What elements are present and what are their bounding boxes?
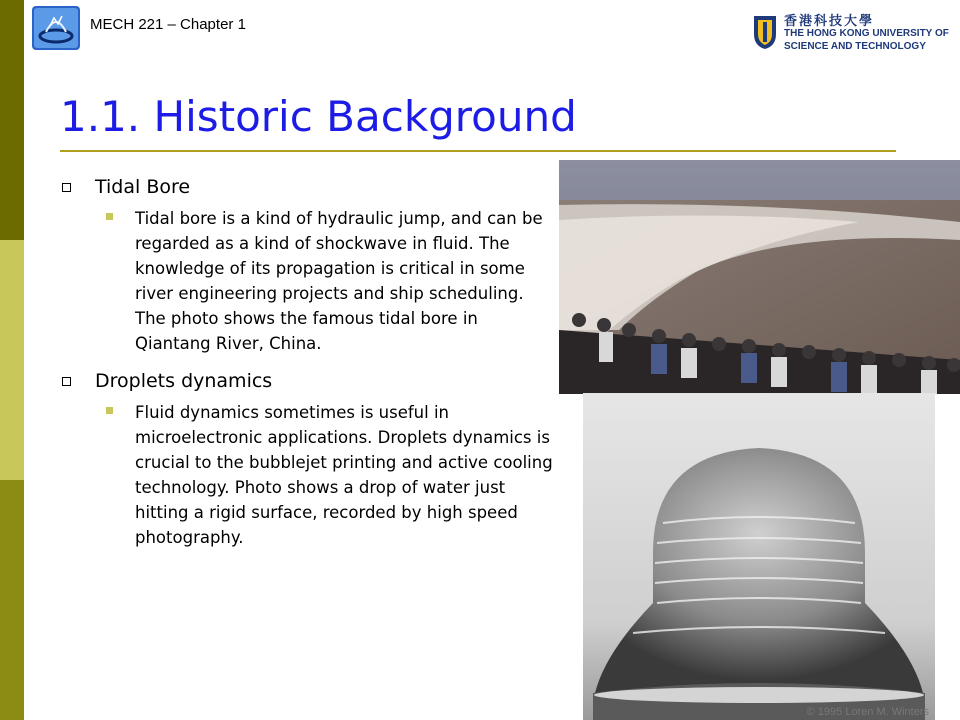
hkust-crest-icon — [752, 14, 778, 50]
left-bar-bottom — [0, 480, 24, 720]
university-name-en-line1: THE HONG KONG UNIVERSITY OF — [784, 28, 949, 39]
left-bar-middle — [0, 240, 24, 480]
section-droplets-dynamics — [60, 366, 555, 550]
filled-square-bullet-icon — [106, 213, 113, 220]
section-heading-text: Droplets dynamics — [95, 370, 273, 392]
slide-title: 1.1. Historic Background — [60, 92, 577, 141]
section-tidal-bore — [60, 172, 555, 356]
sub-bullet-item — [106, 400, 555, 550]
university-name-en-line2: SCIENCE AND TECHNOLOGY — [784, 41, 926, 52]
photo-credit: © 1995 Loren M. Winters — [806, 706, 929, 718]
section-heading — [60, 366, 555, 396]
slide-content — [60, 172, 555, 560]
sub-bullet-text: Tidal bore is a kind of hydraulic jump, and can be regarded as a kind of shockwave in fluid. The knowledge of its propagation is critical in some river engineering projects and ship scheduling. The photo shows the famous tidal bore in Qiantang River, China. — [135, 209, 543, 353]
square-bullet-icon — [62, 377, 71, 386]
section-heading-text: Tidal Bore — [95, 176, 191, 198]
left-bar-top — [0, 0, 24, 240]
sub-bullet-item — [106, 206, 555, 356]
filled-square-bullet-icon — [106, 407, 113, 414]
title-underline — [60, 150, 896, 152]
square-bullet-icon — [62, 183, 71, 192]
water-droplet-photo — [583, 393, 935, 720]
sub-bullet-text: Fluid dynamics sometimes is useful in microelectronic applications. Droplets dynamics is crucial to the bubblejet printing and active cooling technology. Photo shows a drop of water just hitting a rigid surface, recorded by high speed photography. — [135, 403, 553, 547]
tidal-bore-photo — [559, 160, 960, 394]
university-name-cn: 香港科技大學 — [784, 14, 875, 29]
hkust-logo — [752, 10, 952, 54]
section-heading — [60, 172, 555, 202]
course-label: MECH 221 – Chapter 1 — [90, 16, 246, 33]
course-logo-icon — [32, 6, 80, 50]
